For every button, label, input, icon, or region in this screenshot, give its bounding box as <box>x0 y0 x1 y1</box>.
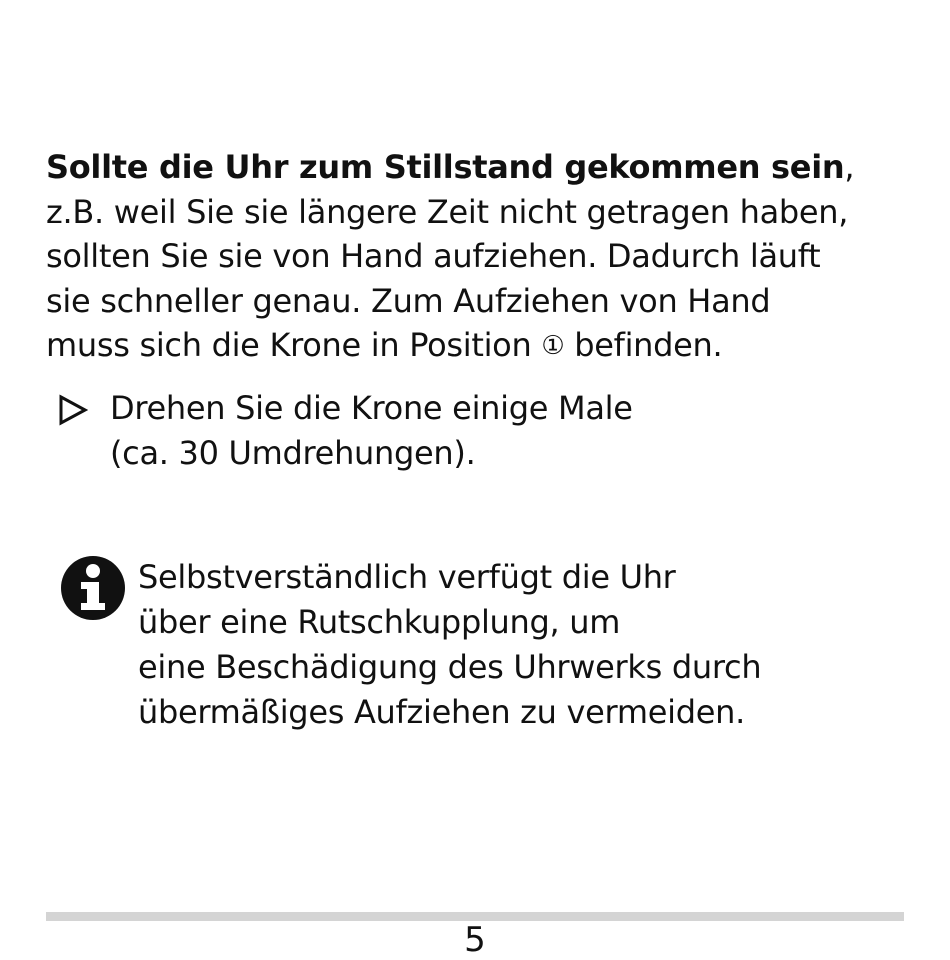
intro-line-3: sollten Sie sie von Hand aufziehen. Dadurch läuft <box>46 237 821 275</box>
position-one-symbol: ① <box>541 331 565 361</box>
info-note-line-3: eine Beschädigung des Uhrwerks durch <box>138 648 762 686</box>
info-icon <box>60 555 126 621</box>
instruction-step-line-2: (ca. 30 Umdrehungen). <box>110 433 476 472</box>
intro-line-5-before: muss sich die Krone in Position <box>46 326 542 364</box>
info-note-line-1: Selbstverständlich verfügt die Uhr <box>138 558 676 596</box>
intro-paragraph <box>46 145 926 369</box>
intro-bold-lead: Sollte die Uhr zum Stillstand gekommen sein <box>46 148 845 186</box>
intro-comma: , <box>844 148 855 186</box>
intro-line-5 <box>46 323 926 369</box>
intro-line-5-after: befinden. <box>564 326 723 364</box>
info-note-text <box>138 555 761 735</box>
triangle-right-outline-icon <box>58 393 88 425</box>
intro-line-2: z.B. weil Sie sie längere Zeit nicht getragen haben, <box>46 192 849 231</box>
info-note-line-4: übermäßiges Aufziehen zu vermeiden. <box>138 693 745 731</box>
instruction-step-line-1: Drehen Sie die Krone einige Male <box>110 389 633 427</box>
instruction-step-text <box>110 386 633 475</box>
info-note-line-2: über eine Rutschkupplung, um <box>138 603 621 641</box>
intro-line-1 <box>46 145 926 190</box>
intro-line-4: sie schneller genau. Zum Aufziehen von Hand <box>46 281 771 320</box>
page-number: 5 <box>464 920 486 960</box>
